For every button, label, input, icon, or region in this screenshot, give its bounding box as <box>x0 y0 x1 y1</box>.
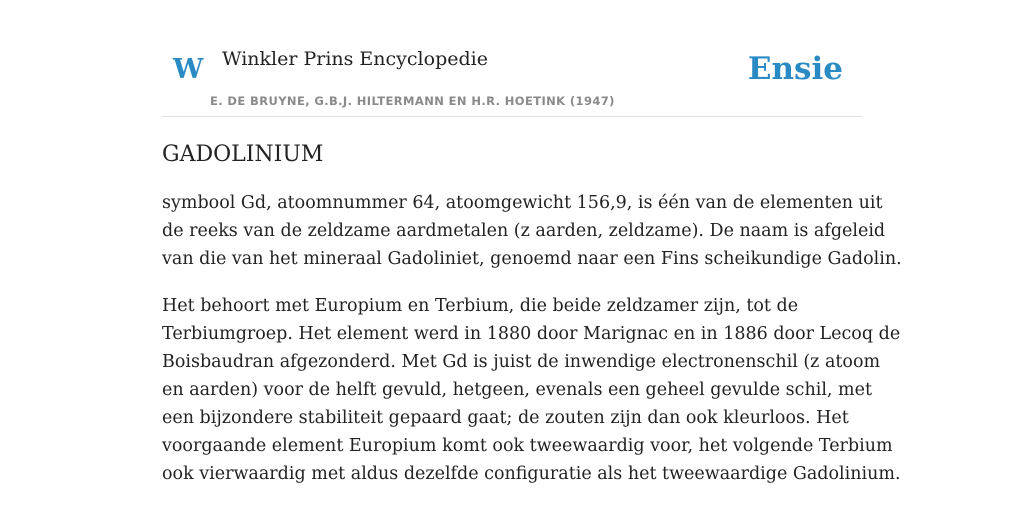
publication-title[interactable]: Winkler Prins Encyclopedie <box>222 48 488 70</box>
paragraph-line: een bijzondere stabiliteit gepaard gaat; de zouten zijn dan ook kleurloos. Het <box>162 408 849 428</box>
article-title: GADOLINIUM <box>162 142 324 167</box>
winkler-prins-logo[interactable]: W <box>173 54 204 85</box>
paragraph-line: Boisbaudran afgezonderd. Met Gd is juist de inwendige electronenschil (z atoom <box>162 352 881 372</box>
site-header <box>162 0 862 117</box>
paragraph-line: ook vierwaardig met aldus dezelfde configuratie als het tweewaardige Gadolinium. <box>162 464 901 484</box>
paragraph-line: symbool Gd, atoomnummer 64, atoomgewicht 156,9, is één van de elementen uit <box>162 193 883 213</box>
article-paragraph <box>162 292 901 488</box>
publication-authors: E. DE BRUYNE, G.B.J. HILTERMANN EN H.R. HOETINK (1947) <box>210 94 615 108</box>
paragraph-line: en aarden) voor de helft gevuld, hetgeen, evenals een geheel gevulde schil, met <box>162 380 873 400</box>
paragraph-line: Terbiumgroep. Het element werd in 1880 door Marignac en in 1886 door Lecoq de <box>162 324 901 344</box>
paragraph-line: de reeks van de zeldzame aardmetalen (z aarden, zeldzame). De naam is afgeleid <box>162 221 886 241</box>
paragraph-line: voorgaande element Europium komt ook tweewaardig voor, het volgende Terbium <box>162 436 893 456</box>
article-paragraph <box>162 189 902 273</box>
paragraph-line: van die van het mineraal Gadoliniet, genoemd naar een Fins scheikundige Gadolin. <box>162 249 902 269</box>
article <box>162 138 902 488</box>
ensie-logo[interactable]: Ensie <box>747 51 843 87</box>
paragraph-line: Het behoort met Europium en Terbium, die beide zeldzamer zijn, tot de <box>162 296 799 316</box>
